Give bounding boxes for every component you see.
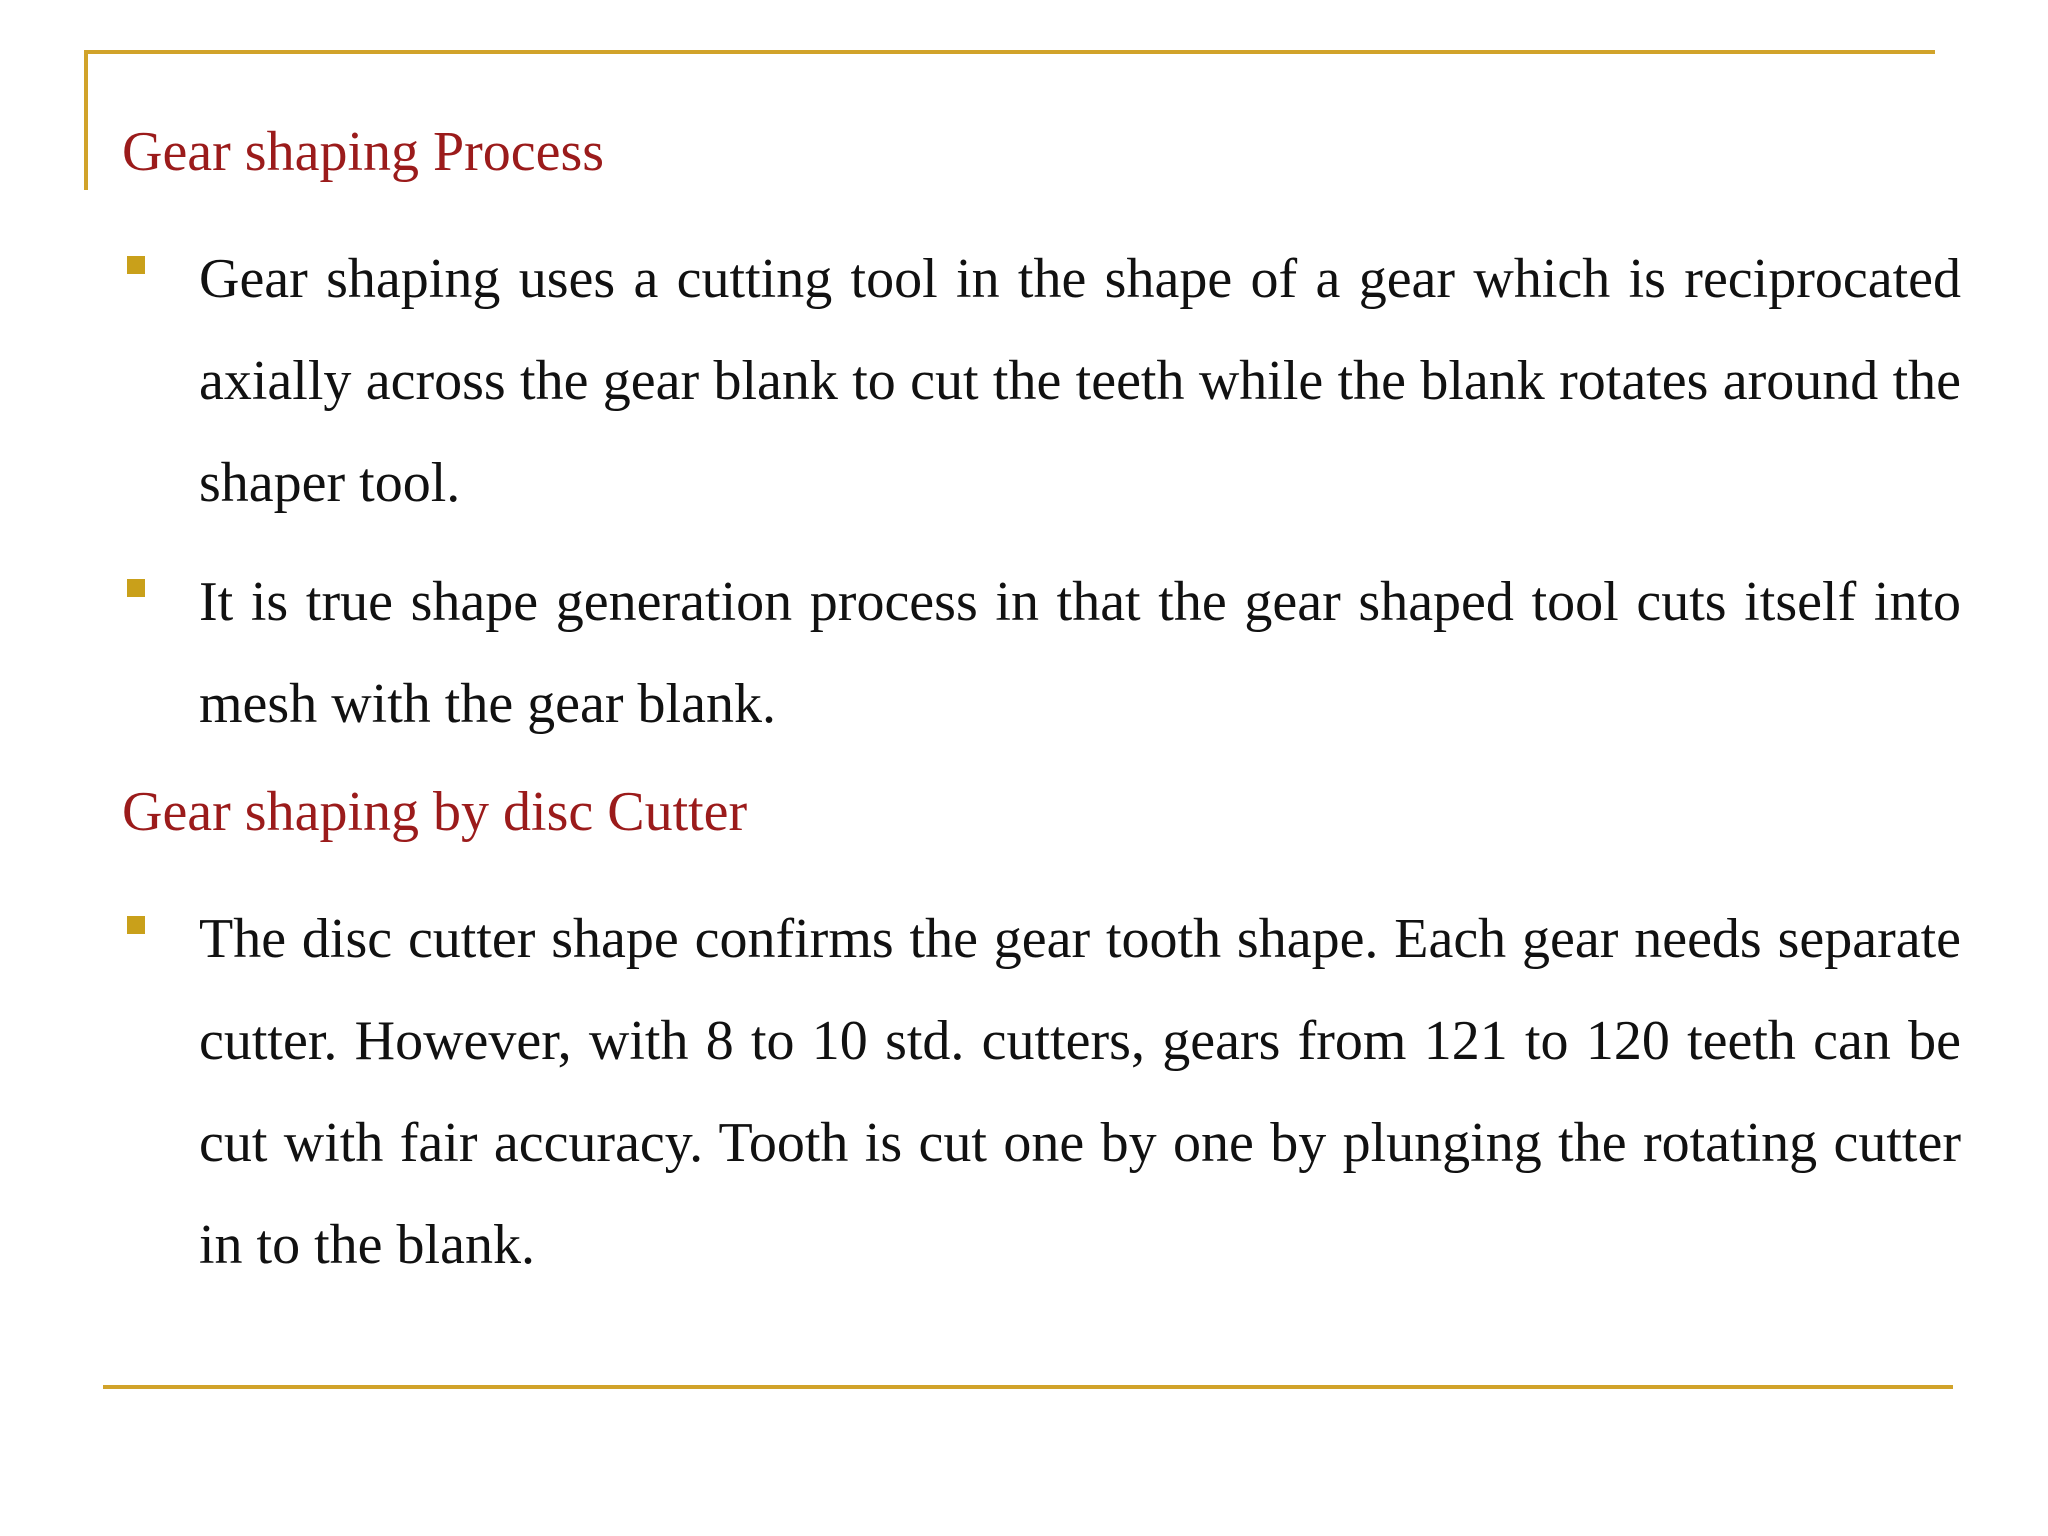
top-border-line: [84, 50, 1935, 54]
square-bullet-icon: [127, 916, 145, 934]
square-bullet-icon: [127, 256, 145, 274]
bottom-border-line: [103, 1385, 1953, 1389]
bullet-text: It is true shape generation process in that the gear shaped tool cuts itself into mesh with the gear blank.: [199, 571, 1961, 735]
bullet-text: Gear shaping uses a cutting tool in the shape of a gear which is reciprocated axially across the gear blank to cut the teeth while the blank rotates around the shaper tool.: [199, 248, 1961, 514]
bullet-text: The disc cutter shape confirms the gear tooth shape. Each gear needs separate cutter. However, with 8 to 10 std. cutters, gears from 121 to 120 teeth can be cut with fair accuracy. Tooth is cut one by one by plunging the rotating cutter in to the blank.: [199, 908, 1961, 1276]
left-border-line: [84, 50, 88, 190]
section-heading-disc-cutter: Gear shaping by disc Cutter: [122, 781, 748, 843]
section-heading-gear-shaping-process: Gear shaping Process: [122, 121, 605, 183]
square-bullet-icon: [127, 579, 145, 597]
